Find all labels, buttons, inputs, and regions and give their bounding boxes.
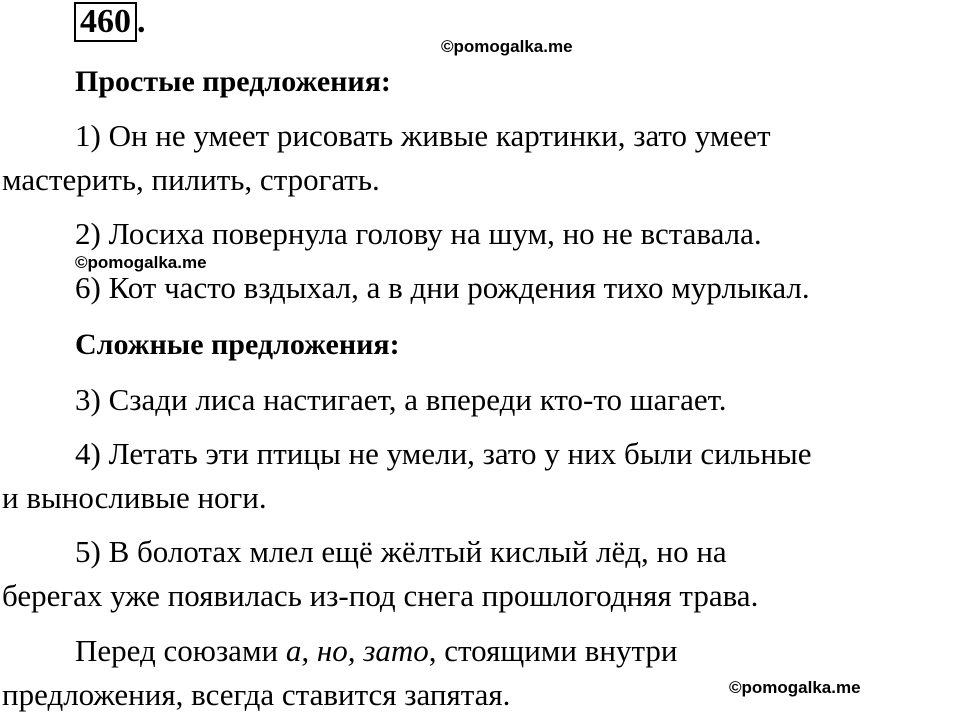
complex-sentence-4-line-1: 4) Летать эти птицы не умели, зато у них были сильные <box>75 436 812 471</box>
complex-sentence-4-line-2: и выносливые ноги. <box>2 480 267 515</box>
rule-conjunctions: а, но, зато <box>285 633 429 668</box>
simple-sentence-6 <box>2 266 958 310</box>
simple-sentence-2 <box>2 212 958 256</box>
punctuation-rule <box>2 629 958 717</box>
complex-sentence-5-line-2: берегах уже появилась из-под снега прошлогодняя трава. <box>2 578 759 613</box>
simple-sentence-1-line-1: 1) Он не умеет рисовать живые картинки, зато умеет <box>75 118 771 153</box>
exercise-number <box>74 2 146 42</box>
rule-suffix: , стоящими внутри <box>428 633 678 668</box>
complex-sentence-5-line-1: 5) В болотах млел ещё жёлтый кислый лёд, но на <box>75 534 727 569</box>
simple-sentence-1 <box>2 114 958 202</box>
exercise-number-box: 460 <box>74 2 137 42</box>
complex-sentence-5 <box>2 530 958 618</box>
simple-sentence-1-line-2: мастерить, пилить, строгать. <box>2 162 380 197</box>
watermark-bottom: ©pomogalka.me <box>729 678 861 697</box>
simple-sentence-6-line-1: 6) Кот часто вздыхал, а в дни рождения тихо мурлыкал. <box>75 270 810 305</box>
complex-sentence-3 <box>2 378 958 422</box>
simple-sentence-2-line-1: 2) Лосиха повернула голову на шум, но не вставала. <box>75 216 762 251</box>
complex-sentence-3-line-1: 3) Сзади лиса настигает, а впереди кто-то шагает. <box>75 382 727 417</box>
exercise-number-dot: . <box>137 3 146 40</box>
watermark-middle: ©pomogalka.me <box>75 253 207 272</box>
complex-sentence-4 <box>2 432 958 520</box>
complex-sentences-heading: Сложные предложения: <box>75 328 400 361</box>
punctuation-rule-line-2: предложения, всегда ставится запятая. <box>2 677 511 712</box>
watermark-top: ©pomogalka.me <box>441 37 573 56</box>
simple-sentences-heading: Простые предложения: <box>75 65 391 98</box>
punctuation-rule-line-1 <box>2 629 958 673</box>
rule-prefix: Перед союзами <box>75 633 286 668</box>
